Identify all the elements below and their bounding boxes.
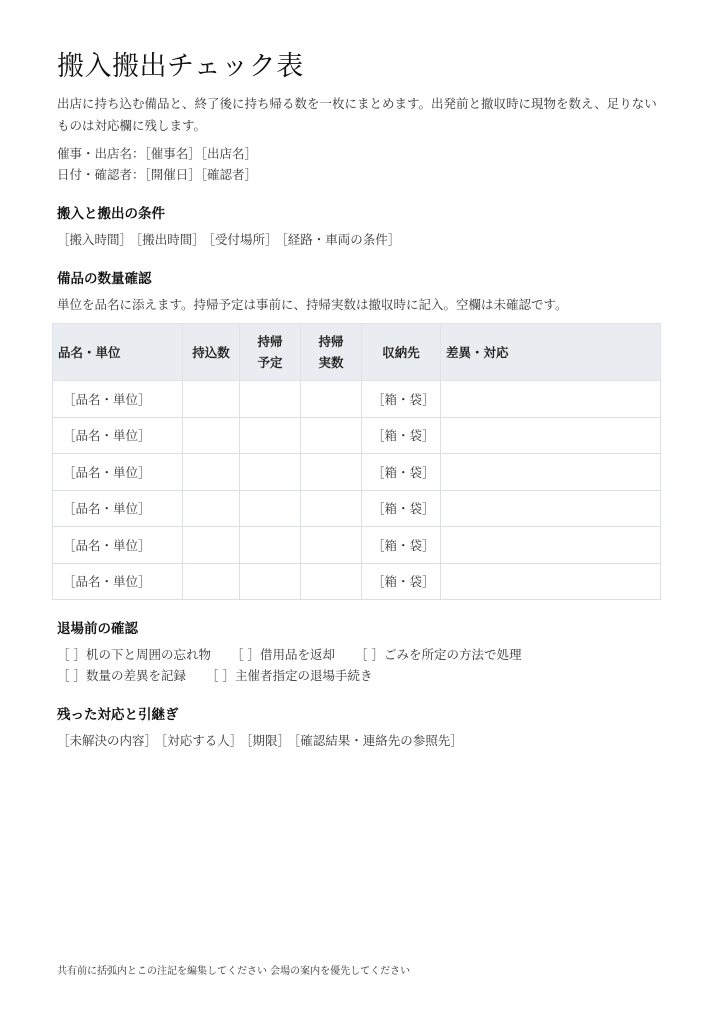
table-cell[interactable]: ［箱・袋］ xyxy=(362,381,441,418)
column-header: 持帰 予定 xyxy=(240,324,301,381)
condition-item: ［経路・車両の条件］ xyxy=(281,232,401,247)
table-row xyxy=(53,527,661,564)
column-header: 差異・対応 xyxy=(441,324,661,381)
table-cell[interactable] xyxy=(301,454,362,491)
table-cell[interactable]: ［品名・単位］ xyxy=(53,417,183,454)
handover-item: ［対応する人］ xyxy=(161,733,243,748)
handover-heading: 残った対応と引継ぎ xyxy=(57,707,179,723)
inventory-heading: 備品の数量確認 xyxy=(57,271,152,287)
event-meta: 催事・出店名：［催事名］［出店名］ xyxy=(57,146,258,161)
table-cell[interactable]: ［箱・袋］ xyxy=(362,563,441,600)
column-header: 品名・単位 xyxy=(53,324,183,381)
table-cell[interactable] xyxy=(441,490,661,527)
table-cell[interactable]: ［品名・単位］ xyxy=(53,381,183,418)
table-cell[interactable] xyxy=(240,454,301,491)
table-cell[interactable]: ［箱・袋］ xyxy=(362,527,441,564)
checklist-row xyxy=(57,644,661,665)
table-cell[interactable]: ［品名・単位］ xyxy=(53,490,183,527)
handover-item: ［未解決の内容］ xyxy=(57,733,158,748)
table-cell[interactable] xyxy=(441,563,661,600)
table-cell[interactable] xyxy=(301,381,362,418)
table-cell[interactable] xyxy=(183,563,240,600)
table-cell[interactable]: ［品名・単位］ xyxy=(53,563,183,600)
footer-note: 共有前に括弧内とこの注記を編集してください 会場の案内を優先してください xyxy=(57,966,411,977)
before-leaving-checklist xyxy=(57,644,661,686)
table-header-row xyxy=(53,324,661,381)
conditions-heading: 搬入と搬出の条件 xyxy=(57,206,165,222)
inventory-table xyxy=(52,323,661,600)
table-row xyxy=(53,381,661,418)
column-header: 持込数 xyxy=(183,324,240,381)
checklist-row xyxy=(57,665,661,686)
table-cell[interactable] xyxy=(441,417,661,454)
checklist-item[interactable]: ［ ］主催者指定の退場手続き xyxy=(205,668,373,683)
handover-line xyxy=(57,730,661,751)
checklist-item[interactable]: ［ ］数量の差異を記録 xyxy=(57,668,186,683)
page-title: 搬入搬出チェック表 xyxy=(57,51,304,82)
table-cell[interactable]: ［箱・袋］ xyxy=(362,417,441,454)
table-cell[interactable] xyxy=(441,527,661,564)
table-cell[interactable] xyxy=(183,381,240,418)
checklist-item[interactable]: ［ ］ごみを所定の方法で処理 xyxy=(354,647,522,662)
table-cell[interactable] xyxy=(301,417,362,454)
table-row xyxy=(53,454,661,491)
conditions-line xyxy=(57,229,661,250)
table-cell[interactable] xyxy=(240,563,301,600)
table-cell[interactable] xyxy=(240,527,301,564)
column-header: 持帰 実数 xyxy=(301,324,362,381)
before-leaving-heading: 退場前の確認 xyxy=(57,621,138,637)
table-cell[interactable] xyxy=(240,417,301,454)
date-meta: 日付・確認者：［開催日］［確認者］ xyxy=(57,167,258,182)
table-cell[interactable]: ［箱・袋］ xyxy=(362,454,441,491)
table-cell[interactable]: ［品名・単位］ xyxy=(53,527,183,564)
table-cell[interactable]: ［箱・袋］ xyxy=(362,490,441,527)
table-cell[interactable] xyxy=(183,490,240,527)
handover-item: ［確認結果・連絡先の参照先］ xyxy=(294,733,463,748)
table-cell[interactable] xyxy=(240,490,301,527)
table-cell[interactable] xyxy=(441,454,661,491)
table-cell[interactable] xyxy=(441,381,661,418)
table-row xyxy=(53,417,661,454)
table-cell[interactable] xyxy=(183,417,240,454)
inventory-note: 単位を品名に添えます。持帰予定は事前に、持帰実数は撤収時に記入。空欄は未確認です。 xyxy=(57,297,568,312)
table-cell[interactable] xyxy=(183,454,240,491)
table-row xyxy=(53,563,661,600)
condition-item: ［搬出時間］ xyxy=(136,232,205,247)
table-cell[interactable]: ［品名・単位］ xyxy=(53,454,183,491)
table-row xyxy=(53,490,661,527)
condition-item: ［搬入時間］ xyxy=(57,232,133,247)
table-cell[interactable] xyxy=(183,527,240,564)
checklist-item[interactable]: ［ ］机の下と周囲の忘れ物 xyxy=(57,647,211,662)
table-cell[interactable] xyxy=(301,527,362,564)
checklist-page xyxy=(57,44,661,751)
table-cell[interactable] xyxy=(240,381,301,418)
table-cell[interactable] xyxy=(301,490,362,527)
condition-item: ［受付場所］ xyxy=(208,232,278,247)
checklist-item[interactable]: ［ ］借用品を返却 xyxy=(230,647,335,662)
intro-text: 出店に持ち込む備品と、終了後に持ち帰る数を一枚にまとめます。出発前と撤収時に現物を数え、足りないものは対応欄に残します。 xyxy=(57,96,657,133)
handover-item: ［期限］ xyxy=(246,733,291,748)
column-header: 収納先 xyxy=(362,324,441,381)
table-cell[interactable] xyxy=(301,563,362,600)
